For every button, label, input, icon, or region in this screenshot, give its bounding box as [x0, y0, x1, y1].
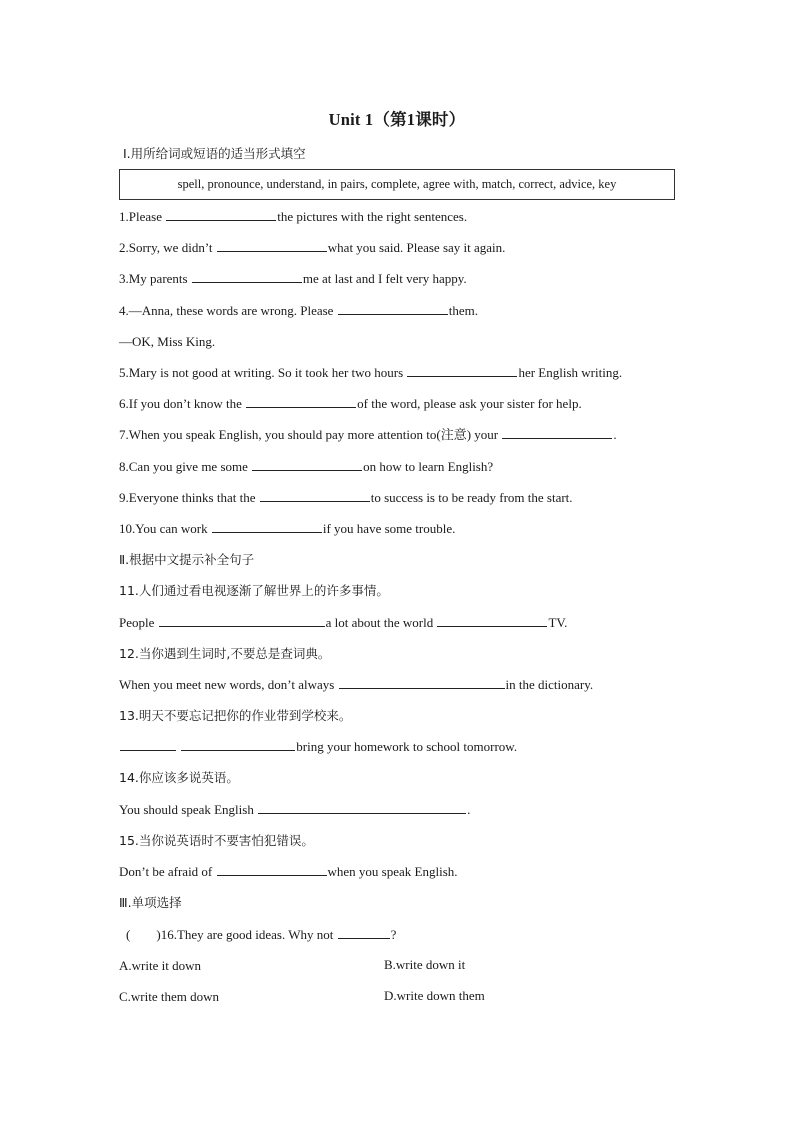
question-6: 6.If you don’t know the of the word, please ask your sister for help. — [119, 396, 582, 411]
question-2: 2.Sorry, we didn’t what you said. Please say it again. — [119, 240, 506, 255]
page-title: Unit 1（第1课时） — [328, 110, 466, 129]
answer-blank[interactable] — [338, 302, 448, 315]
answer-blank[interactable] — [502, 426, 612, 439]
option-c[interactable]: C.write them down — [119, 989, 220, 1004]
answer-blank[interactable] — [166, 208, 276, 221]
answer-blank[interactable] — [258, 801, 466, 814]
answer-blank[interactable] — [217, 863, 327, 876]
question-14-chinese: 14.你应该多说英语。 — [119, 770, 239, 785]
section2-heading: Ⅱ.根据中文提示补全句子 — [119, 552, 255, 567]
question-4-reply: —OK, Miss King. — [119, 334, 216, 349]
question-13-chinese: 13.明天不要忘记把你的作业带到学校来。 — [119, 708, 352, 723]
question-15-chinese: 15.当你说英语时不要害怕犯错误。 — [119, 833, 314, 848]
answer-blank[interactable] — [181, 738, 295, 751]
answer-paren-close: ) — [156, 927, 161, 942]
answer-paren-open: ( — [126, 927, 131, 942]
answer-blank[interactable] — [252, 458, 362, 471]
question-14: You should speak English . — [119, 802, 471, 817]
answer-blank[interactable] — [338, 926, 390, 939]
word-bank-text: spell, pronounce, understand, in pairs, complete, agree with, match, correct, advice, key — [177, 177, 617, 191]
option-a[interactable]: A.write it down — [119, 958, 201, 973]
question-15: Don’t be afraid of when you speak English. — [119, 864, 458, 879]
answer-blank[interactable] — [192, 270, 302, 283]
question-5: 5.Mary is not good at writing. So it took her two hours her English writing. — [119, 365, 623, 380]
question-10: 10.You can work if you have some trouble. — [119, 521, 456, 536]
question-7: 7.When you speak English, you should pay more attention to(注意) your . — [119, 427, 617, 442]
question-12-chinese: 12.当你遇到生词时,不要总是查词典。 — [119, 646, 331, 661]
question-16: ( )16.They are good ideas. Why not ? — [126, 927, 397, 942]
question-1: 1.Please the pictures with the right sentences. — [119, 209, 468, 224]
question-9: 9.Everyone thinks that the to success is to be ready from the start. — [119, 490, 573, 505]
answer-blank[interactable] — [217, 239, 327, 252]
question-11-chinese: 11.人们通过看电视逐渐了解世界上的许多事情。 — [119, 583, 389, 598]
question-8: 8.Can you give me some on how to learn English? — [119, 459, 494, 474]
option-d[interactable]: D.write down them — [384, 988, 485, 1003]
answer-blank[interactable] — [159, 614, 325, 627]
section3-heading: Ⅲ.单项选择 — [119, 895, 182, 910]
answer-blank[interactable] — [407, 364, 517, 377]
answer-blank[interactable] — [246, 395, 356, 408]
question-4: 4.—Anna, these words are wrong. Please them. — [119, 303, 478, 318]
question-11: People a lot about the world TV. — [119, 615, 568, 630]
question-12: When you meet new words, don’t always in the dictionary. — [119, 677, 594, 692]
answer-blank[interactable] — [260, 489, 370, 502]
option-b[interactable]: B.write down it — [384, 957, 466, 972]
question-13: bring your homework to school tomorrow. — [119, 738, 517, 756]
answer-blank[interactable] — [339, 676, 505, 689]
answer-blank[interactable] — [212, 520, 322, 533]
answer-blank[interactable] — [120, 738, 176, 751]
answer-blank[interactable] — [437, 614, 547, 627]
section1-heading: Ⅰ.用所给词或短语的适当形式填空 — [123, 146, 306, 161]
question-3: 3.My parents me at last and I felt very happy. — [119, 271, 467, 286]
word-bank-box — [119, 169, 675, 200]
